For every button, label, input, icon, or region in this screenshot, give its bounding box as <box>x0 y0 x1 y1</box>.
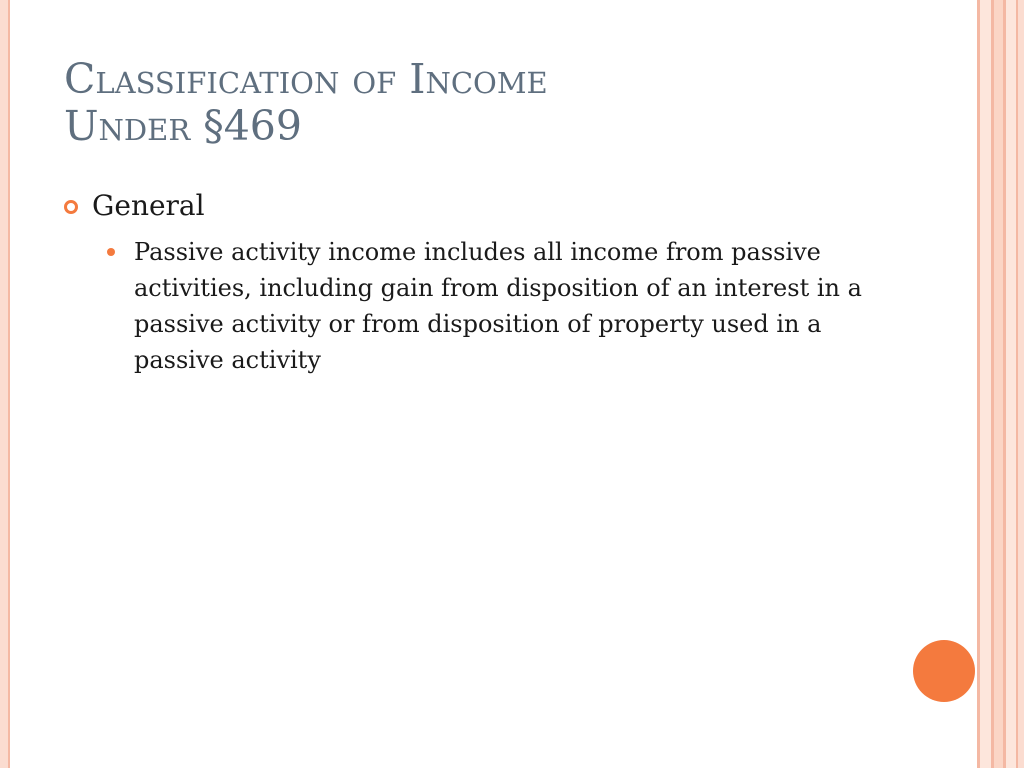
ring-bullet-icon <box>64 200 78 214</box>
slide-body <box>64 188 894 378</box>
bullet-level-2 <box>106 234 894 378</box>
left-border-decoration <box>0 0 10 768</box>
dot-bullet-icon <box>107 248 115 256</box>
bullet-level-2-text: Passive activity income includes all income from passive activities, including gain from disposition of an interest in a passive activity or from disposition of property used in a passive activity <box>134 238 862 374</box>
stripe <box>1018 0 1024 768</box>
stripe <box>994 0 1003 768</box>
bullet-level-1 <box>64 188 894 224</box>
bullet-level-1-text: General <box>92 189 205 222</box>
right-stripes-decoration <box>977 0 1024 768</box>
slide-title <box>64 56 944 150</box>
stripe <box>980 0 991 768</box>
title-line-2: Under §469 <box>64 102 302 150</box>
stripe <box>1006 0 1016 768</box>
orange-circle-decoration <box>913 640 975 702</box>
title-line-1: Classification of Income <box>64 55 548 103</box>
